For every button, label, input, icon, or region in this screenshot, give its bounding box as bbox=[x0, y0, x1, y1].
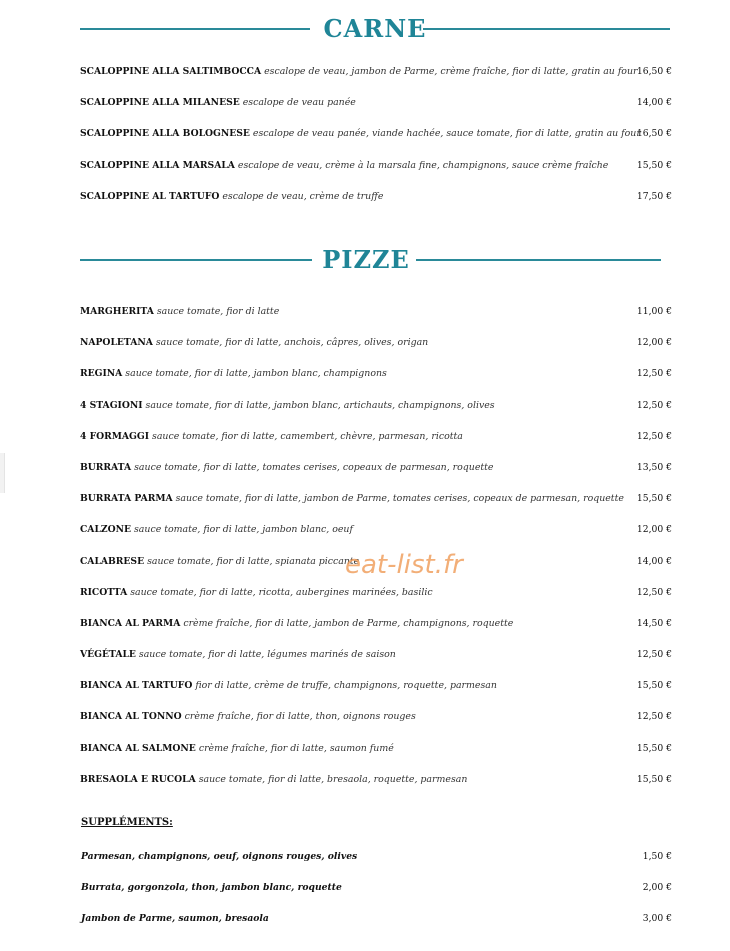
menu-item bbox=[80, 773, 672, 804]
item-price: 2,00 € bbox=[642, 882, 672, 894]
item-description: sauce tomate, fior di latte, camembert, chèvre, parmesan, ricotta bbox=[152, 430, 463, 442]
item-description: sauce tomate, fior di latte, anchois, câpres, olives, origan bbox=[155, 337, 429, 349]
pizze-title: PIZZE bbox=[322, 245, 410, 274]
item-description: sauce tomate, fior di latte, jambon blanc, artichauts, champignons, olives bbox=[145, 399, 495, 411]
item-description: escalope de veau, jambon de Parme, crème fraîche, fior di latte, gratin au four bbox=[264, 66, 638, 77]
menu-item bbox=[80, 65, 672, 96]
menu-item bbox=[80, 648, 672, 679]
item-name: Burrata, gorgonzola, thon, jambon blanc, roquette bbox=[81, 882, 342, 894]
carne-title: CARNE bbox=[323, 14, 427, 43]
carne-header bbox=[80, 9, 670, 49]
item-name: BIANCA AL SALMONE bbox=[80, 742, 196, 754]
item-description: escalope de veau, crème de truffe bbox=[222, 190, 384, 202]
carne-list bbox=[80, 65, 672, 221]
item-price: 12,00 € bbox=[636, 337, 672, 349]
item-price: 12,50 € bbox=[636, 430, 672, 442]
item-price: 15,50 € bbox=[636, 493, 672, 505]
item-price: 12,50 € bbox=[636, 368, 672, 380]
item-description: crème fraîche, fior di latte, thon, oignons rouges bbox=[184, 711, 416, 723]
menu-item bbox=[80, 430, 672, 461]
item-name: BURRATA bbox=[80, 461, 132, 473]
item-description: escalope de veau panée, viande hachée, sauce tomate, fior di latte, gratin au four bbox=[252, 128, 641, 140]
menu-item bbox=[81, 881, 672, 912]
item-description: sauce tomate, fior di latte, ricotta, aubergines marinées, basilic bbox=[130, 586, 433, 598]
item-name: Jambon de Parme, saumon, bresaola bbox=[81, 913, 269, 925]
item-description: crème fraîche, fior di latte, jambon de Parme, champignons, roquette bbox=[183, 617, 514, 629]
item-name: Parmesan, champignons, oeuf, oignons rouges, olives bbox=[81, 851, 358, 862]
item-price: 12,00 € bbox=[636, 524, 672, 536]
item-name: SCALOPPINE ALLA BOLOGNESE bbox=[80, 128, 250, 140]
item-name: 4 FORMAGGI bbox=[80, 430, 150, 442]
item-price: 15,50 € bbox=[636, 742, 672, 754]
item-name: RICOTTA bbox=[80, 586, 128, 598]
item-description: sauce tomate, fior di latte, spianata piccante bbox=[147, 555, 360, 567]
item-description: escalope de veau, crème à la marsala fine, champignons, sauce crème fraîche bbox=[237, 159, 609, 171]
menu-item bbox=[80, 679, 672, 710]
item-description: sauce tomate, fior di latte, tomates cerises, copeaux de parmesan, roquette bbox=[134, 461, 494, 473]
menu-item bbox=[80, 96, 672, 127]
item-price: 15,50 € bbox=[636, 159, 672, 171]
item-price: 13,50 € bbox=[636, 461, 672, 473]
supplements-title: SUPPLÉMENTS: bbox=[81, 817, 173, 828]
item-description: sauce tomate, fior di latte, jambon de Parme, tomates cerises, copeaux de parmesan, roquette bbox=[175, 493, 624, 505]
item-name: SCALOPPINE ALLA MILANESE bbox=[80, 97, 240, 109]
menu-item bbox=[80, 742, 672, 773]
menu-item bbox=[80, 305, 672, 336]
item-price: 16,50 € bbox=[636, 128, 672, 140]
item-price: 3,00 € bbox=[642, 913, 672, 925]
item-description: fior di latte, crème de truffe, champignons, roquette, parmesan bbox=[195, 680, 497, 692]
item-name: SCALOPPINE ALLA MARSALA bbox=[80, 159, 235, 171]
item-name: CALABRESE bbox=[80, 555, 145, 567]
item-price: 16,50 € bbox=[636, 66, 672, 77]
item-name: SCALOPPINE AL TARTUFO bbox=[80, 190, 220, 202]
item-description: crème fraîche, fior di latte, saumon fumé bbox=[198, 742, 394, 754]
item-name: 4 STAGIONI bbox=[80, 399, 143, 411]
item-description: escalope de veau panée bbox=[242, 97, 356, 109]
item-description: sauce tomate, fior di latte bbox=[156, 306, 280, 317]
item-description: sauce tomate, fior di latte, bresaola, roquette, parmesan bbox=[198, 773, 468, 785]
item-price: 14,00 € bbox=[636, 97, 672, 109]
menu-item bbox=[80, 336, 672, 367]
side-handle[interactable] bbox=[0, 453, 5, 493]
item-price: 12,50 € bbox=[636, 399, 672, 411]
menu-item bbox=[80, 159, 672, 190]
item-name: REGINA bbox=[80, 368, 123, 380]
item-price: 11,00 € bbox=[636, 306, 672, 317]
menu-item bbox=[81, 850, 672, 881]
item-name: NAPOLETANA bbox=[80, 337, 153, 349]
item-price: 12,50 € bbox=[636, 586, 672, 598]
menu-item bbox=[80, 190, 672, 221]
menu-item bbox=[80, 127, 672, 158]
item-price: 12,50 € bbox=[636, 711, 672, 723]
item-price: 14,50 € bbox=[636, 617, 672, 629]
item-description: sauce tomate, fior di latte, jambon blanc, oeuf bbox=[134, 524, 353, 536]
item-description: sauce tomate, fior di latte, légumes marinés de saison bbox=[138, 649, 396, 661]
item-name: SCALOPPINE ALLA SALTIMBOCCA bbox=[80, 66, 262, 77]
item-name: BIANCA AL TONNO bbox=[80, 711, 182, 723]
item-price: 1,50 € bbox=[642, 851, 672, 862]
item-name: BURRATA PARMA bbox=[80, 493, 173, 505]
supplements-list bbox=[81, 850, 672, 944]
menu-item bbox=[80, 461, 672, 492]
item-price: 17,50 € bbox=[636, 190, 672, 202]
item-price: 15,50 € bbox=[636, 680, 672, 692]
item-price: 12,50 € bbox=[636, 649, 672, 661]
menu-item bbox=[80, 586, 672, 617]
item-name: MARGHERITA bbox=[80, 306, 154, 317]
menu-item bbox=[80, 710, 672, 741]
menu-item bbox=[80, 617, 672, 648]
item-name: VÉGÉTALE bbox=[80, 649, 136, 661]
item-name: BIANCA AL PARMA bbox=[80, 617, 181, 629]
menu-item bbox=[80, 367, 672, 398]
item-price: 14,00 € bbox=[636, 555, 672, 567]
item-name: BRESAOLA E RUCOLA bbox=[80, 773, 196, 785]
item-name: BIANCA AL TARTUFO bbox=[80, 680, 193, 692]
item-description: sauce tomate, fior di latte, jambon blanc, champignons bbox=[125, 368, 387, 380]
menu-item bbox=[80, 492, 672, 523]
pizze-header bbox=[80, 240, 670, 280]
watermark: eat-list.fr bbox=[345, 550, 463, 580]
menu-item bbox=[81, 912, 672, 943]
item-price: 15,50 € bbox=[636, 773, 672, 785]
menu-item bbox=[80, 399, 672, 430]
item-name: CALZONE bbox=[80, 524, 132, 536]
